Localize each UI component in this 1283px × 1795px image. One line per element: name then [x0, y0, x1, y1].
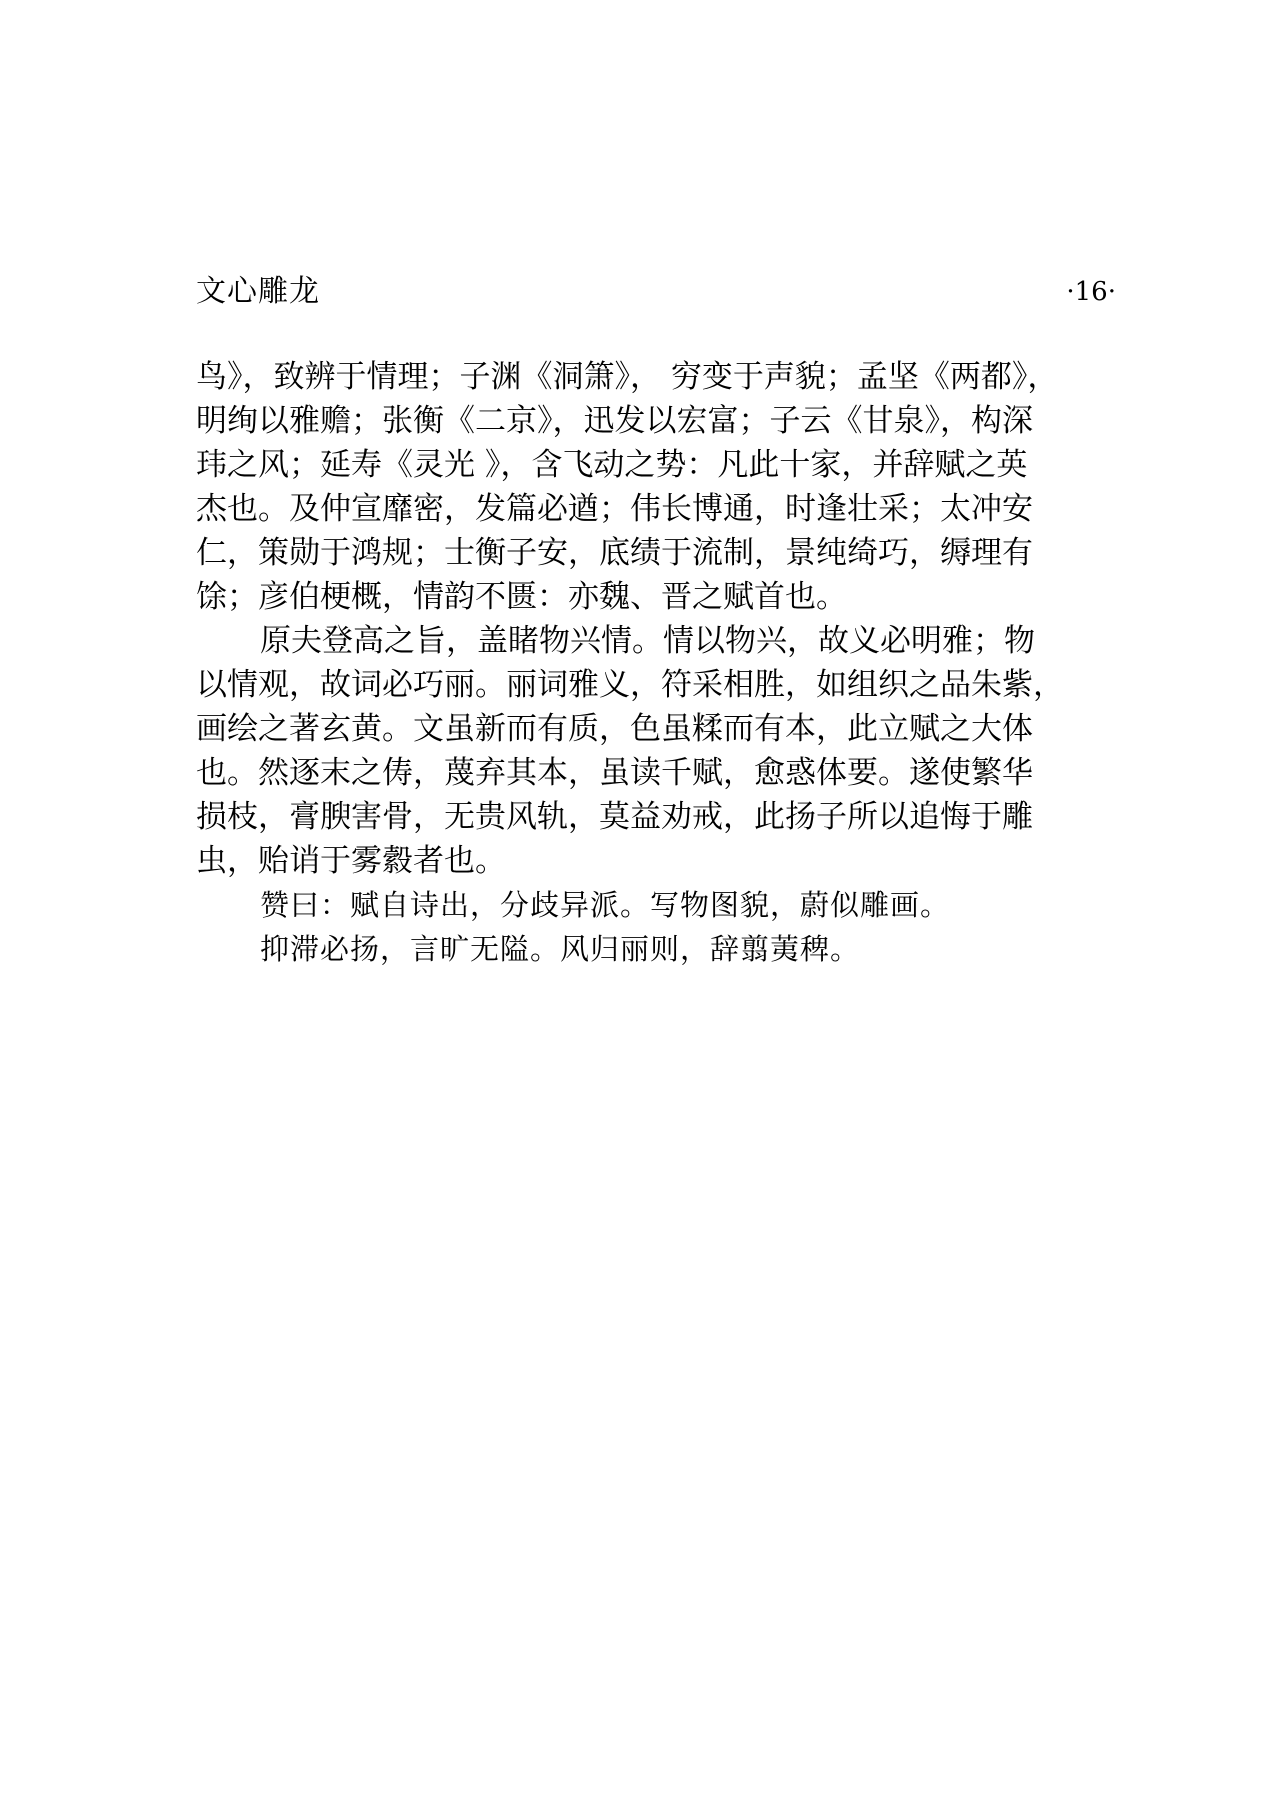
body-text	[196, 355, 1116, 971]
book-title: 文心雕龙	[196, 274, 320, 309]
text-line: 原夫登高之旨，盖睹物兴情。情以物兴，故义必明雅；物	[260, 623, 1035, 659]
text-line: 仁，策勋于鸿规；士衡子安，底绩于流制，景纯绮巧，缛理有	[196, 535, 1033, 571]
page-number: ·16·	[1066, 277, 1116, 307]
running-header	[196, 270, 1116, 314]
text-line: 鸟》，致辨于情理；子渊《洞箫》， 穷变于声貌；孟坚《两都》，	[196, 359, 1059, 395]
verse-line: 抑滞必扬，言旷无隘。风归丽则，辞翦荑稗。	[260, 932, 861, 966]
text-line: 也。然逐末之俦，蔑弃其本，虽读千赋，愈惑体要。遂使繁华	[196, 755, 1033, 791]
text-line: 以情观，故词必巧丽。丽词雅义，符采相胜，如组织之品朱紫，	[196, 667, 1064, 703]
text-line: 画绘之著玄黄。文虽新而有质，色虽糅而有本，此立赋之大体	[196, 711, 1033, 747]
text-line: 杰也。及仲宣靡密，发篇必遒；伟长博通，时逢壮采；太冲安	[196, 491, 1033, 527]
text-line: 虫，贻诮于雾縠者也。	[196, 843, 506, 879]
text-line: 明绚以雅赡；张衡《二京》，迅发以宏富；子云《甘泉》，构深	[196, 403, 1033, 439]
text-line: 玮之风；延寿《灵光 》，含飞动之势：凡此十家，并辞赋之英	[196, 447, 1028, 483]
text-line: 损枝，膏腴害骨，无贵风轨，莫益劝戒，此扬子所以追悔于雕	[196, 799, 1033, 835]
text-line: 馀；彦伯梗概，情韵不匮：亦魏、晋之赋首也。	[196, 579, 847, 615]
verse-line: 赞曰：赋自诗出，分歧异派。写物图貌，蔚似雕画。	[260, 888, 951, 922]
